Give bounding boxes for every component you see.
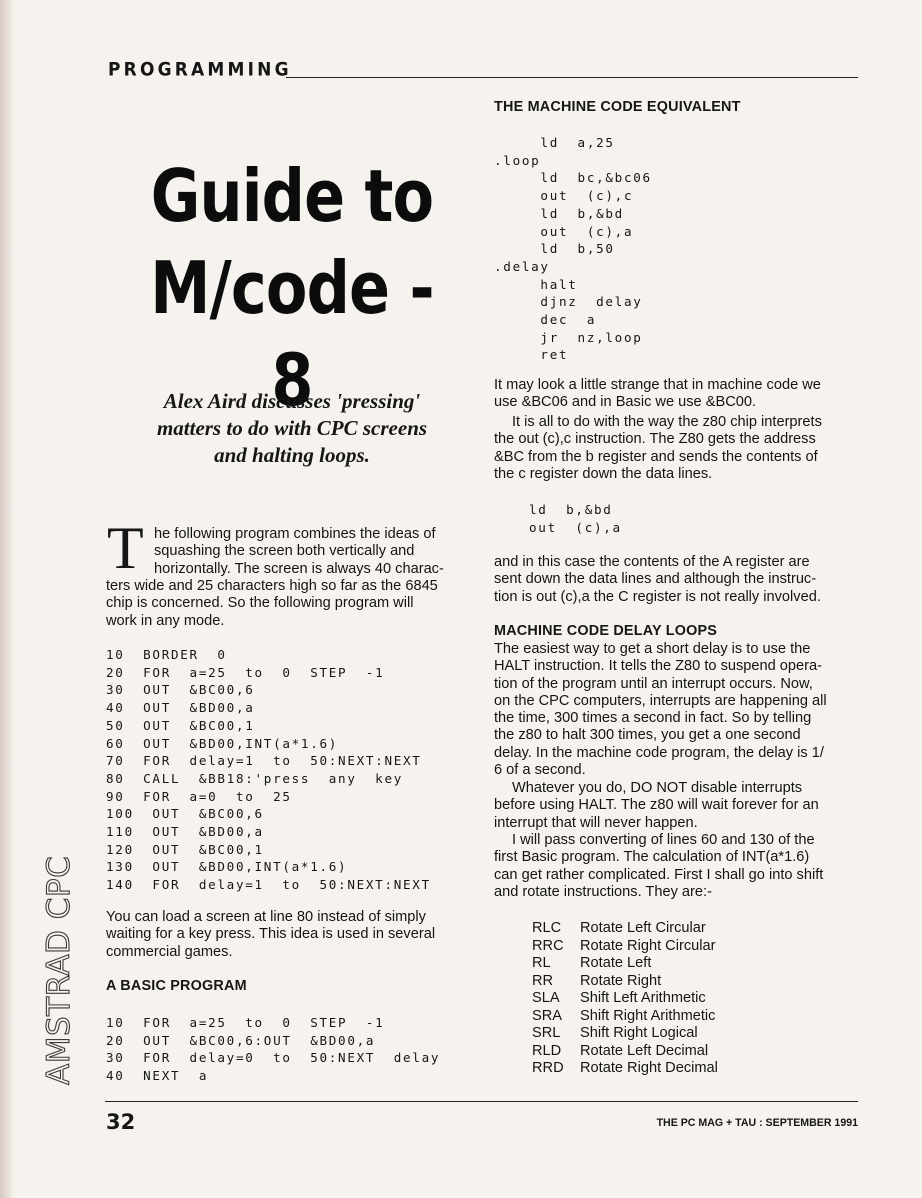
page-number: 32 [106,1110,136,1134]
basic-program-heading: A BASIC PROGRAM [106,978,247,994]
section-label: PROGRAMMING [108,59,292,81]
text-line: before using HALT. The z80 will wait forever for an [494,797,819,814]
code-line: ld bc,&bc06 [494,170,652,186]
text-line: and rotate instructions. They are:- [494,883,712,900]
code-line: 120 OUT &BC00,1 [106,841,264,857]
delay-paragraph-1 [494,641,827,779]
delay-loops-heading: MACHINE CODE DELAY LOOPS [494,623,718,639]
text-line: HALT instruction. It tells the Z80 to suspend opera- [494,658,822,675]
code-line: 130 OUT &BD00,INT(a*1.6) [106,859,348,875]
machine-code-heading: THE MACHINE CODE EQUIVALENT [494,99,741,115]
code-line: 10 FOR a=25 to 0 STEP -1 [106,1015,385,1030]
text-line: horizontally. The screen is always 40 charac- [154,560,444,577]
mnemonic-description: Rotate Left Decimal [580,1042,709,1059]
list-item [532,1008,832,1026]
list-item [532,1043,832,1061]
list-item [532,1025,832,1043]
text-line: on the CPC computers, interrupts are happening all [494,692,827,709]
text-line: It is all to do with the way the z80 chip interprets [512,414,822,430]
code-line: 140 FOR delay=1 to 50:NEXT:NEXT [106,877,431,893]
mnemonic: RL [532,955,551,971]
code-line: .loop [494,152,541,168]
text-line: sent down the data lines and although the instruc- [494,571,817,588]
code-line: 100 OUT &BC00,6 [106,806,264,822]
header-rule [286,77,858,78]
mnemonic: RLD [532,1042,562,1059]
list-item [532,955,832,973]
text-line: the z80 to halt 300 times, you get a one second [494,727,801,744]
text-line: delay. In the machine code program, the delay is 1/ [494,744,824,761]
code-line: 30 OUT &BC00,6 [106,682,255,698]
code-line: 90 FOR a=0 to 25 [106,788,292,804]
code-line: djnz delay [494,294,643,310]
text-line: squashing the screen both vertically and [154,543,415,560]
code-line: 50 OUT &BC00,1 [106,717,255,733]
text-line: the time, 300 times a second in fact. So by telling [494,710,812,727]
text-line: ters wide and 25 characters high so far as the 6845 [106,578,438,594]
mnemonic-description: Shift Right Logical [580,1025,698,1041]
list-item [532,920,832,938]
text-line: I will pass converting of lines 60 and 130 of the [512,832,815,848]
text-line: tion is out (c),a the C register is not really involved. [494,588,821,605]
list-item [532,938,832,956]
text-line: waiting for a key press. This idea is used in several [106,926,436,943]
list-item [532,990,832,1008]
headline-line: M/code - 8 [150,246,434,422]
code-line: jr nz,loop [494,329,643,345]
mnemonic-description: Rotate Right [580,972,662,989]
text-line: and in this case the contents of the A register are [494,554,810,570]
text-line: use &BC06 and in Basic we use &BC00. [494,394,757,411]
delay-paragraph-2 [494,780,819,832]
mnemonic-description: Shift Right Arithmetic [580,1007,716,1024]
mnemonic: SLA [532,990,560,1006]
code-line: out (c),a [494,223,634,239]
code-line: 40 NEXT a [106,1068,209,1084]
code-line: 20 FOR a=25 to 0 STEP -1 [106,664,385,680]
after-listing-paragraph [106,909,435,961]
delay-paragraph-3 [494,832,823,901]
list-item [532,973,832,991]
mnemonic-description: Rotate Right Circular [580,937,716,954]
amstrad-cpc-side-label: AMSTRAD CPC [41,855,77,1085]
text-line: tion of the program until an interrupt occurs. Now, [494,675,813,692]
text-line: the out (c),c instruction. The Z80 gets the address [494,431,816,448]
code-line: ld b,&bd [494,205,624,221]
text-line: commercial games. [106,943,233,960]
text-line: first Basic program. The calculation of INT(a*1.6) [494,849,810,866]
text-line: It may look a little strange that in machine code we [494,377,821,393]
shift-rotate-list [532,920,832,1078]
text-line: he following program combines the ideas of [154,526,436,542]
machine-code-snippet [529,501,622,536]
code-line: 110 OUT &BD00,a [106,824,264,840]
text-line: the c register down the data lines. [494,465,713,482]
text-line: interrupt that will never happen. [494,814,698,831]
code-line: 60 OUT &BD00,INT(a*1.6) [106,735,339,751]
page-edge [0,0,14,1198]
code-line: ld b,&bd [529,502,613,517]
mnemonic: RR [532,972,554,989]
headline-line: Guide to [150,154,434,238]
publication-footer: THE PC MAG + TAU : SEPTEMBER 1991 [656,1117,858,1129]
mc-paragraph-2 [494,414,822,483]
intro-paragraph [106,578,438,630]
footer-rule [105,1101,858,1102]
mnemonic: RLC [532,920,562,936]
basic-listing-1 [106,646,431,894]
mnemonic: RRD [532,1060,564,1076]
headline [134,150,450,426]
code-line: dec a [494,312,597,328]
text-line: chip is concerned. So the following program will [106,595,414,612]
text-line: 6 of a second. [494,762,586,779]
mnemonic: RRC [532,937,564,954]
standfirst-line: matters to do with CPC screens [156,416,428,440]
text-line: work in any mode. [106,612,225,629]
text-line: Whatever you do, DO NOT disable interrupts [512,780,803,796]
basic-listing-2 [106,1014,440,1085]
text-line: &BC from the b register and sends the contents of [494,448,818,465]
text-line: can get rather complicated. First I shall go into shift [494,866,824,883]
machine-code-listing [494,134,652,364]
code-line: ld a,25 [494,135,615,150]
mnemonic: SRL [532,1025,561,1041]
mnemonic-description: Rotate Left [580,955,652,971]
code-line: out (c),c [494,188,634,204]
code-line: .delay [494,258,550,274]
mnemonic-description: Rotate Right Decimal [580,1060,718,1076]
mnemonic-description: Rotate Left Circular [580,920,706,936]
code-line: 10 BORDER 0 [106,647,227,662]
intro-paragraph-indented [154,526,444,578]
text-line: The easiest way to get a short delay is to use the [494,641,811,657]
standfirst-line: Alex Aird discusses 'pressing' [163,389,421,413]
mnemonic-description: Shift Left Arithmetic [580,990,706,1006]
code-line: halt [494,276,578,292]
drop-cap: T [107,515,144,581]
code-line: 20 OUT &BC00,6:OUT &BD00,a [106,1032,376,1048]
text-line: You can load a screen at line 80 instead of simply [106,909,426,925]
code-line: 40 OUT &BD00,a [106,700,255,716]
code-line: 80 CALL &BB18:'press any key [106,770,404,786]
standfirst-line: and halting loops. [214,443,370,467]
code-line: 70 FOR delay=1 to 50:NEXT:NEXT [106,753,422,769]
code-line: ret [494,347,569,363]
code-line: 30 FOR delay=0 to 50:NEXT delay [106,1050,441,1066]
mnemonic: SRA [532,1007,563,1024]
code-line: ld b,50 [494,241,615,257]
mc-paragraph-1 [494,377,821,412]
list-item [532,1060,832,1078]
code-line: out (c),a [529,519,622,535]
mc-paragraph-3 [494,554,821,606]
standfirst [104,388,480,469]
